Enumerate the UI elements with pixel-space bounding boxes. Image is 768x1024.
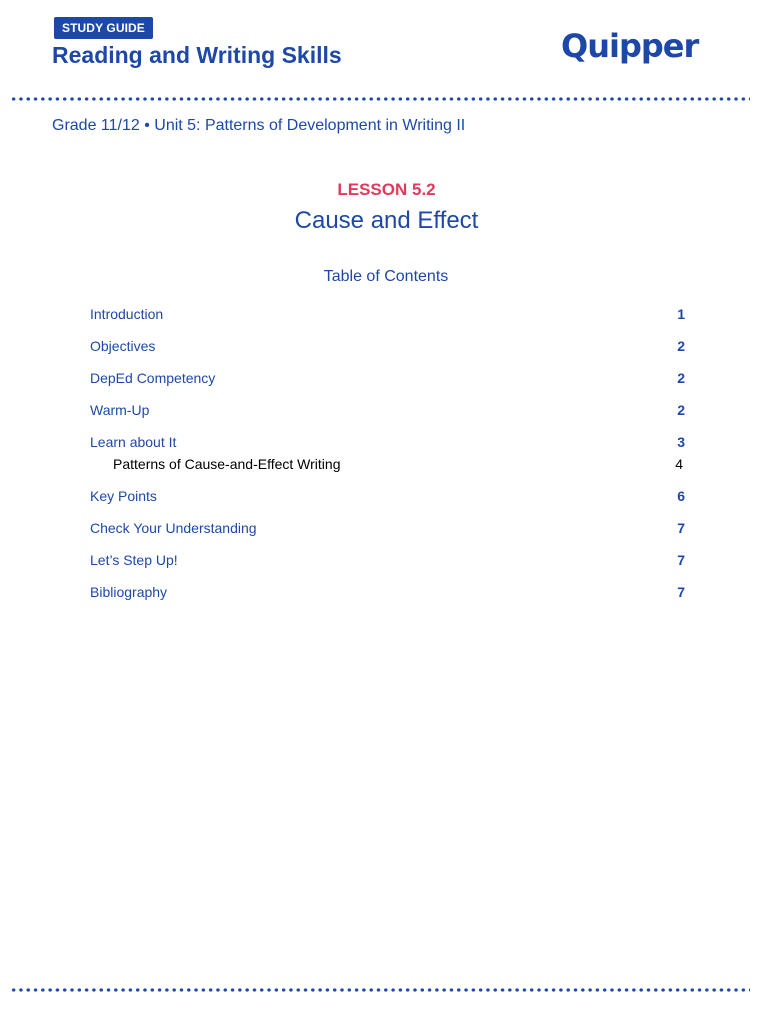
unit-breadcrumb: Grade 11/12 • Unit 5: Patterns of Development in Writing II [52, 117, 466, 134]
toc-entry-label: Key Points [90, 488, 157, 504]
toc-heading: Table of Contents [323, 268, 449, 285]
document-title: Reading and Writing Skills [52, 42, 342, 68]
toc-entry-page: 7 [677, 552, 685, 568]
toc-entry-bibliography[interactable] [90, 582, 685, 602]
toc-entry-key-points[interactable] [90, 486, 685, 506]
toc-entry-label: DepEd Competency [90, 370, 216, 386]
toc-entry-label: Bibliography [90, 584, 168, 600]
top-dotted-divider [10, 97, 750, 101]
toc-entry-page: 2 [677, 338, 685, 354]
lesson-title: Cause and Effect [294, 207, 479, 234]
toc-entry-page: 7 [677, 520, 685, 536]
toc-entry-check-your-understanding[interactable] [90, 518, 685, 538]
toc-entry-learn-about-it[interactable] [90, 432, 685, 452]
toc-entry-page: 7 [677, 584, 685, 600]
toc-entry-page: 3 [677, 434, 685, 450]
toc-entry-deped-competency[interactable] [90, 368, 685, 388]
toc-entry-label: Check Your Understanding [90, 520, 257, 536]
bottom-dotted-divider [10, 988, 750, 992]
toc-entry-label: Let’s Step Up! [90, 552, 178, 568]
toc-entry-warm-up[interactable] [90, 400, 685, 420]
toc-entry-label: Warm-Up [90, 402, 150, 418]
toc-entry-introduction[interactable] [90, 304, 685, 324]
toc-entry-label: Learn about It [90, 434, 177, 450]
toc-entry-label: Patterns of Cause-and-Effect Writing [113, 456, 341, 472]
toc-entry-page: 1 [677, 306, 685, 322]
lesson-number: LESSON 5.2 [337, 180, 436, 199]
study-guide-badge: STUDY GUIDE [54, 17, 153, 39]
toc-entry-label: Objectives [90, 338, 156, 354]
quipper-logo: Quipper [561, 27, 699, 65]
toc-entry-page: 2 [677, 370, 685, 386]
toc-entry-lets-step-up[interactable] [90, 550, 685, 570]
toc-entry-objectives[interactable] [90, 336, 685, 356]
toc-entry-label: Introduction [90, 306, 164, 322]
toc-subentry-patterns[interactable] [113, 454, 683, 474]
toc-entry-page: 2 [677, 402, 685, 418]
toc-entry-page: 4 [675, 456, 683, 472]
toc-entry-page: 6 [677, 488, 685, 504]
